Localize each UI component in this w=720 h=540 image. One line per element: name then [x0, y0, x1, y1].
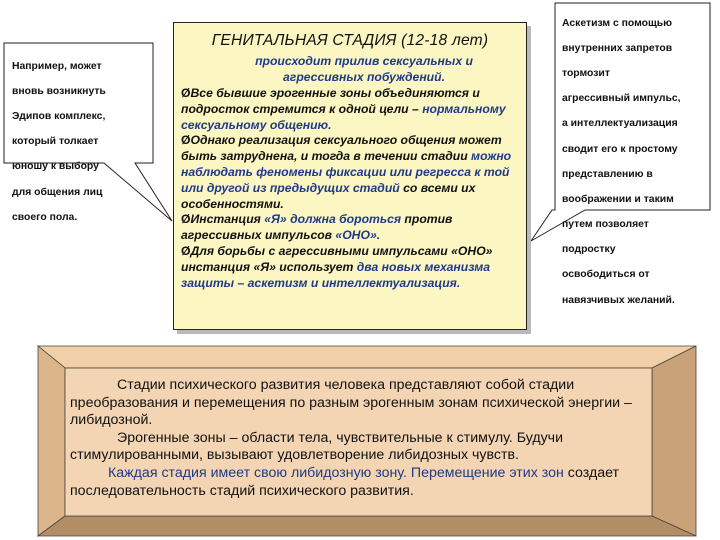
right-callout-line: подростку [562, 244, 616, 256]
right-callout-line: а интеллектуализация [562, 118, 678, 130]
left-callout-line: для общения лиц [12, 186, 103, 198]
right-callout-line: внутренних запретов [562, 42, 673, 54]
left-callout-line: вновь возникнуть [12, 85, 106, 97]
panel-subtitle: происходит прилив сексуальных и агрессивных побуждений. [255, 54, 473, 84]
bottom-paragraph: Стадии психического развития человека представляют собой стадии преобразования и перемещения по разным эрогенным зонам психической энергии – либидозной. [70, 377, 632, 429]
bullet-arrow-icon: Ø [181, 243, 191, 258]
bullet-item: ØОднако реализация сексуального общения может быть затруднена, и тогда в течении стадии можно наблюдать феномены фиксации или регресса к той или другой из предыдущих стадий со всеми их особенностями. [181, 133, 512, 211]
right-callout-line: путем позволяет [562, 219, 649, 231]
left-callout-line: Эдипов комплекс, [12, 110, 106, 122]
right-callout-line: освободиться от [562, 269, 650, 281]
bullet-item: ØИнстанция «Я» должна бороться против агрессивных импульсов «ОНО». [181, 212, 453, 243]
left-callout-line: своего пола. [12, 211, 78, 223]
frame-top-bevel [38, 346, 696, 368]
right-callout-line: сводит его к простому [562, 143, 678, 155]
panel-title: ГЕНИТАЛЬНАЯ СТАДИЯ (12-18 лет) [211, 32, 489, 49]
right-callout-line: агрессивный импульс, [562, 93, 681, 105]
right-callout-line: Аскетизм с помощью [562, 17, 673, 29]
left-callout-line: юношу к выбору [12, 161, 99, 173]
bottom-text-block [70, 377, 653, 500]
frame-right-bevel [652, 346, 696, 536]
bottom-paragraph: Эрогенные зоны – области тела, чувствительные к стимулу. Будучи стимулированными, вызывают удовлетворение либидозных чувств. [70, 429, 564, 464]
frame-left-bevel [38, 346, 65, 536]
left-callout-line: который толкает [12, 136, 99, 148]
bullet-arrow-icon: Ø [181, 133, 191, 148]
frame-bottom-bevel [38, 516, 696, 536]
right-callout-line: тормозит [562, 67, 610, 79]
right-callout-line: представлению в [562, 168, 653, 180]
right-callout-line: навязчивых желаний. [562, 294, 675, 306]
right-callout-line: воображении и таким [562, 193, 674, 205]
bullet-arrow-icon: Ø [181, 212, 191, 227]
bottom-paragraph: Каждая стадия имеет свою либидозную зону. Перемещение этих зон создает последовательность стадий психического развития. [70, 464, 620, 499]
bullet-arrow-icon: Ø [181, 86, 191, 100]
bullet-item: ØДля борьбы с агрессивными импульсами «ОНО» инстанция «Я» использует два новых механизма защиты – аскетизм и интеллектуализация. [181, 243, 493, 290]
left-callout-line: Например, может [12, 60, 102, 72]
bullet-item: ØВсе бывшие эрогенные зоны объединяются и подросток стремится к одной цели – нормальному сексуальному общению. [181, 86, 506, 132]
